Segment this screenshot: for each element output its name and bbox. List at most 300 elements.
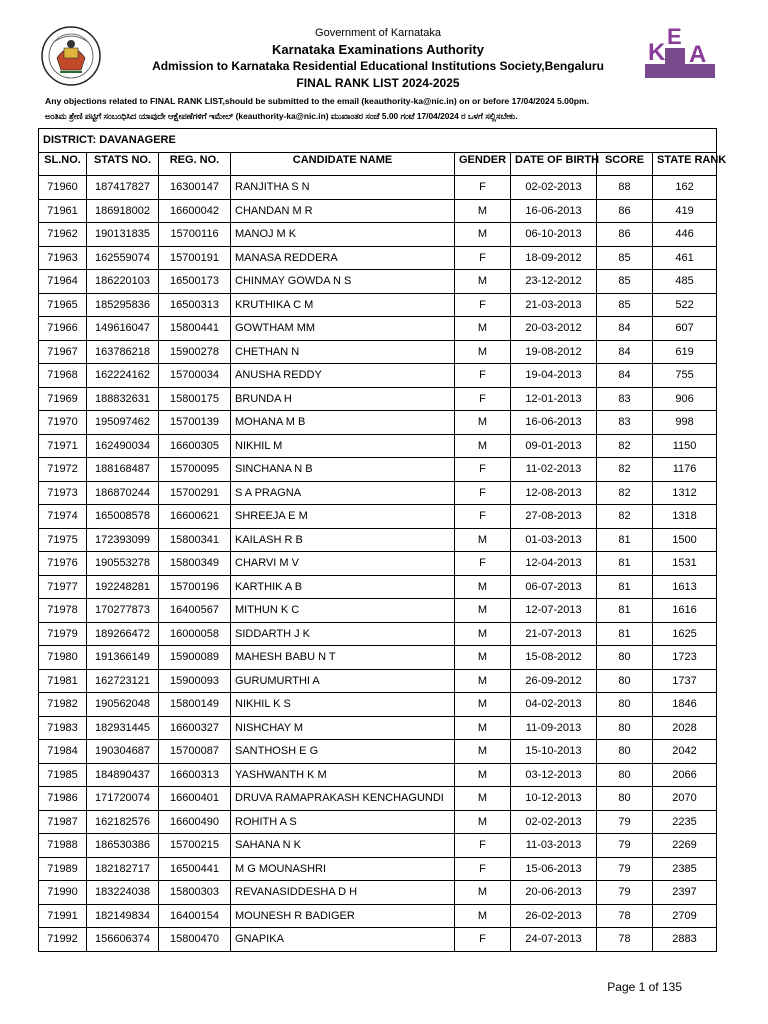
cell-stats-no: 188168487 bbox=[87, 458, 159, 482]
cell-score: 79 bbox=[597, 881, 653, 905]
cell-gender: M bbox=[455, 716, 511, 740]
cell-state-rank: 1723 bbox=[653, 646, 717, 670]
cell-date-of-birth: 06-10-2013 bbox=[511, 223, 597, 247]
cell-gender: M bbox=[455, 411, 511, 435]
cell-date-of-birth: 04-02-2013 bbox=[511, 693, 597, 717]
cell-sl-no: 71964 bbox=[39, 270, 87, 294]
cell-stats-no: 186220103 bbox=[87, 270, 159, 294]
table-row bbox=[39, 176, 717, 200]
cell-date-of-birth: 19-04-2013 bbox=[511, 364, 597, 388]
cell-date-of-birth: 15-10-2013 bbox=[511, 740, 597, 764]
cell-stats-no: 189266472 bbox=[87, 622, 159, 646]
cell-sl-no: 71988 bbox=[39, 834, 87, 858]
table-row bbox=[39, 528, 717, 552]
cell-state-rank: 619 bbox=[653, 340, 717, 364]
cell-candidate-name: MOHANA M B bbox=[231, 411, 455, 435]
cell-gender: F bbox=[455, 481, 511, 505]
table-row bbox=[39, 763, 717, 787]
cell-state-rank: 1176 bbox=[653, 458, 717, 482]
cell-score: 84 bbox=[597, 364, 653, 388]
cell-state-rank: 446 bbox=[653, 223, 717, 247]
cell-sl-no: 71973 bbox=[39, 481, 87, 505]
cell-sl-no: 71979 bbox=[39, 622, 87, 646]
cell-reg-no: 15700215 bbox=[159, 834, 231, 858]
karnataka-emblem-icon bbox=[40, 24, 102, 90]
cell-sl-no: 71969 bbox=[39, 387, 87, 411]
cell-sl-no: 71987 bbox=[39, 810, 87, 834]
cell-date-of-birth: 21-07-2013 bbox=[511, 622, 597, 646]
cell-score: 81 bbox=[597, 599, 653, 623]
cell-score: 78 bbox=[597, 928, 653, 952]
cell-state-rank: 485 bbox=[653, 270, 717, 294]
cell-stats-no: 182149834 bbox=[87, 904, 159, 928]
cell-sl-no: 71989 bbox=[39, 857, 87, 881]
cell-score: 79 bbox=[597, 857, 653, 881]
svg-text:E: E bbox=[667, 24, 682, 49]
cell-sl-no: 71986 bbox=[39, 787, 87, 811]
cell-reg-no: 16600401 bbox=[159, 787, 231, 811]
cell-gender: F bbox=[455, 387, 511, 411]
cell-gender: F bbox=[455, 364, 511, 388]
cell-date-of-birth: 18-09-2012 bbox=[511, 246, 597, 270]
col-header-sl-no: SL.NO. bbox=[39, 152, 87, 176]
cell-stats-no: 183224038 bbox=[87, 881, 159, 905]
cell-score: 78 bbox=[597, 904, 653, 928]
table-row bbox=[39, 857, 717, 881]
cell-gender: F bbox=[455, 505, 511, 529]
col-header-state-rank: STATE RANK bbox=[653, 152, 717, 176]
cell-candidate-name: BRUNDA H bbox=[231, 387, 455, 411]
cell-stats-no: 172393099 bbox=[87, 528, 159, 552]
cell-reg-no: 16500441 bbox=[159, 857, 231, 881]
table-row bbox=[39, 599, 717, 623]
cell-date-of-birth: 15-08-2012 bbox=[511, 646, 597, 670]
cell-stats-no: 192248281 bbox=[87, 575, 159, 599]
cell-sl-no: 71961 bbox=[39, 199, 87, 223]
cell-gender: M bbox=[455, 646, 511, 670]
table-row bbox=[39, 904, 717, 928]
cell-stats-no: 186918002 bbox=[87, 199, 159, 223]
cell-stats-no: 162182576 bbox=[87, 810, 159, 834]
cell-candidate-name: MITHUN K C bbox=[231, 599, 455, 623]
cell-candidate-name: NISHCHAY M bbox=[231, 716, 455, 740]
cell-gender: M bbox=[455, 575, 511, 599]
cell-candidate-name: KRUTHIKA C M bbox=[231, 293, 455, 317]
table-row bbox=[39, 411, 717, 435]
cell-reg-no: 15700095 bbox=[159, 458, 231, 482]
cell-gender: M bbox=[455, 669, 511, 693]
cell-gender: M bbox=[455, 763, 511, 787]
cell-reg-no: 16600621 bbox=[159, 505, 231, 529]
cell-reg-no: 15700087 bbox=[159, 740, 231, 764]
cell-date-of-birth: 12-08-2013 bbox=[511, 481, 597, 505]
cell-reg-no: 16600327 bbox=[159, 716, 231, 740]
cell-gender: M bbox=[455, 881, 511, 905]
cell-gender: M bbox=[455, 270, 511, 294]
cell-sl-no: 71991 bbox=[39, 904, 87, 928]
cell-score: 80 bbox=[597, 787, 653, 811]
cell-candidate-name: SAHANA N K bbox=[231, 834, 455, 858]
cell-state-rank: 2235 bbox=[653, 810, 717, 834]
cell-sl-no: 71962 bbox=[39, 223, 87, 247]
cell-reg-no: 15800175 bbox=[159, 387, 231, 411]
cell-date-of-birth: 23-12-2012 bbox=[511, 270, 597, 294]
objection-notice-english: Any objections related to FINAL RANK LIST,should be submitted to the email (keauthority-ka@nic.in) on or before 17/04/2024 5.00pm. bbox=[45, 96, 589, 106]
cell-score: 82 bbox=[597, 505, 653, 529]
cell-state-rank: 2070 bbox=[653, 787, 717, 811]
cell-reg-no: 16600490 bbox=[159, 810, 231, 834]
table-row bbox=[39, 716, 717, 740]
kea-logo-icon bbox=[645, 24, 715, 78]
cell-gender: F bbox=[455, 857, 511, 881]
table-row bbox=[39, 575, 717, 599]
cell-state-rank: 162 bbox=[653, 176, 717, 200]
table-row bbox=[39, 434, 717, 458]
authority-title: Karnataka Examinations Authority bbox=[272, 42, 484, 57]
svg-text:A: A bbox=[689, 41, 707, 68]
cell-score: 81 bbox=[597, 575, 653, 599]
cell-gender: M bbox=[455, 599, 511, 623]
cell-reg-no: 15700191 bbox=[159, 246, 231, 270]
table-row bbox=[39, 834, 717, 858]
col-header-stats-no: STATS NO. bbox=[87, 152, 159, 176]
table-row bbox=[39, 317, 717, 341]
cell-stats-no: 162224162 bbox=[87, 364, 159, 388]
cell-reg-no: 15700139 bbox=[159, 411, 231, 435]
cell-reg-no: 15700291 bbox=[159, 481, 231, 505]
cell-state-rank: 1846 bbox=[653, 693, 717, 717]
cell-reg-no: 16000058 bbox=[159, 622, 231, 646]
cell-date-of-birth: 16-06-2013 bbox=[511, 411, 597, 435]
cell-sl-no: 71971 bbox=[39, 434, 87, 458]
cell-score: 82 bbox=[597, 481, 653, 505]
table-row bbox=[39, 622, 717, 646]
cell-date-of-birth: 03-12-2013 bbox=[511, 763, 597, 787]
col-header-gender: GENDER bbox=[455, 152, 511, 176]
objection-notice-kannada: ಅಂತಿಮ ಶ್ರೇಣಿ ಪಟ್ಟಿಗೆ ಸಂಬಂಧಿಸಿದ ಯಾವುದೇ ಆಕ್ಷೇಪಣೆಗಳಿಗೆ ಇಮೇಲ್ (keauthority-ka@nic.in) ಮುಖಾಂತರ ಸಂಜೆ 5.00 ಗಂಟೆ 17/04/2024 ರ ಒಳಗೆ ಸಲ್ಲಿಸಬೇಕು. bbox=[45, 111, 518, 121]
cell-gender: F bbox=[455, 458, 511, 482]
table-row bbox=[39, 223, 717, 247]
cell-state-rank: 2385 bbox=[653, 857, 717, 881]
cell-reg-no: 15900089 bbox=[159, 646, 231, 670]
cell-candidate-name: GOWTHAM MM bbox=[231, 317, 455, 341]
cell-gender: F bbox=[455, 176, 511, 200]
cell-gender: M bbox=[455, 528, 511, 552]
cell-gender: M bbox=[455, 223, 511, 247]
cell-stats-no: 182182717 bbox=[87, 857, 159, 881]
cell-reg-no: 16300147 bbox=[159, 176, 231, 200]
cell-candidate-name: SINCHANA N B bbox=[231, 458, 455, 482]
cell-gender: M bbox=[455, 810, 511, 834]
cell-sl-no: 71970 bbox=[39, 411, 87, 435]
cell-candidate-name: ANUSHA REDDY bbox=[231, 364, 455, 388]
cell-candidate-name: CHETHAN N bbox=[231, 340, 455, 364]
cell-sl-no: 71967 bbox=[39, 340, 87, 364]
cell-gender: M bbox=[455, 904, 511, 928]
cell-score: 86 bbox=[597, 199, 653, 223]
cell-reg-no: 16600042 bbox=[159, 199, 231, 223]
table-row bbox=[39, 364, 717, 388]
rank-list-title: FINAL RANK LIST 2024-2025 bbox=[296, 76, 460, 90]
cell-score: 80 bbox=[597, 646, 653, 670]
cell-stats-no: 165008578 bbox=[87, 505, 159, 529]
cell-score: 81 bbox=[597, 622, 653, 646]
table-header-row bbox=[39, 152, 717, 176]
cell-sl-no: 71966 bbox=[39, 317, 87, 341]
cell-sl-no: 71982 bbox=[39, 693, 87, 717]
cell-sl-no: 71963 bbox=[39, 246, 87, 270]
cell-candidate-name: NIKHIL M bbox=[231, 434, 455, 458]
cell-reg-no: 15700116 bbox=[159, 223, 231, 247]
cell-stats-no: 149616047 bbox=[87, 317, 159, 341]
cell-stats-no: 195097462 bbox=[87, 411, 159, 435]
cell-stats-no: 186870244 bbox=[87, 481, 159, 505]
cell-stats-no: 188832631 bbox=[87, 387, 159, 411]
cell-state-rank: 998 bbox=[653, 411, 717, 435]
cell-candidate-name: MANASA REDDERA bbox=[231, 246, 455, 270]
cell-gender: M bbox=[455, 434, 511, 458]
cell-date-of-birth: 20-06-2013 bbox=[511, 881, 597, 905]
cell-candidate-name: SHREEJA E M bbox=[231, 505, 455, 529]
cell-reg-no: 16400154 bbox=[159, 904, 231, 928]
cell-score: 79 bbox=[597, 834, 653, 858]
cell-score: 84 bbox=[597, 340, 653, 364]
cell-candidate-name: KARTHIK A B bbox=[231, 575, 455, 599]
cell-state-rank: 419 bbox=[653, 199, 717, 223]
district-label: DISTRICT: DAVANAGERE bbox=[39, 129, 717, 153]
table-row bbox=[39, 552, 717, 576]
col-header-reg-no: REG. NO. bbox=[159, 152, 231, 176]
cell-score: 80 bbox=[597, 763, 653, 787]
cell-state-rank: 2042 bbox=[653, 740, 717, 764]
cell-gender: M bbox=[455, 740, 511, 764]
cell-reg-no: 15700034 bbox=[159, 364, 231, 388]
table-row bbox=[39, 928, 717, 952]
cell-score: 81 bbox=[597, 552, 653, 576]
rank-list-table bbox=[38, 128, 727, 952]
svg-text:K: K bbox=[648, 39, 666, 66]
cell-score: 85 bbox=[597, 293, 653, 317]
cell-date-of-birth: 21-03-2013 bbox=[511, 293, 597, 317]
cell-date-of-birth: 12-01-2013 bbox=[511, 387, 597, 411]
cell-sl-no: 71965 bbox=[39, 293, 87, 317]
cell-gender: F bbox=[455, 928, 511, 952]
cell-sl-no: 71977 bbox=[39, 575, 87, 599]
cell-score: 83 bbox=[597, 411, 653, 435]
cell-reg-no: 15800149 bbox=[159, 693, 231, 717]
cell-reg-no: 16500173 bbox=[159, 270, 231, 294]
cell-candidate-name: SIDDARTH J K bbox=[231, 622, 455, 646]
cell-state-rank: 2066 bbox=[653, 763, 717, 787]
cell-state-rank: 1500 bbox=[653, 528, 717, 552]
cell-stats-no: 163786218 bbox=[87, 340, 159, 364]
page-number: Page 1 of 135 bbox=[607, 980, 682, 994]
cell-date-of-birth: 26-09-2012 bbox=[511, 669, 597, 693]
table-row bbox=[39, 810, 717, 834]
cell-score: 80 bbox=[597, 716, 653, 740]
cell-reg-no: 15800349 bbox=[159, 552, 231, 576]
table-row bbox=[39, 646, 717, 670]
cell-date-of-birth: 09-01-2013 bbox=[511, 434, 597, 458]
table-row bbox=[39, 693, 717, 717]
cell-candidate-name: S A PRAGNA bbox=[231, 481, 455, 505]
cell-gender: F bbox=[455, 293, 511, 317]
cell-stats-no: 171720074 bbox=[87, 787, 159, 811]
cell-candidate-name: MANOJ M K bbox=[231, 223, 455, 247]
cell-date-of-birth: 27-08-2013 bbox=[511, 505, 597, 529]
cell-sl-no: 71974 bbox=[39, 505, 87, 529]
cell-reg-no: 15700196 bbox=[159, 575, 231, 599]
cell-gender: M bbox=[455, 317, 511, 341]
cell-state-rank: 1150 bbox=[653, 434, 717, 458]
table-row bbox=[39, 246, 717, 270]
cell-date-of-birth: 12-07-2013 bbox=[511, 599, 597, 623]
cell-reg-no: 15800441 bbox=[159, 317, 231, 341]
cell-score: 85 bbox=[597, 270, 653, 294]
cell-sl-no: 71992 bbox=[39, 928, 87, 952]
cell-reg-no: 15800303 bbox=[159, 881, 231, 905]
col-header-score: SCORE bbox=[597, 152, 653, 176]
cell-candidate-name: KAILASH R B bbox=[231, 528, 455, 552]
government-title: Government of Karnataka bbox=[315, 27, 441, 39]
cell-stats-no: 190553278 bbox=[87, 552, 159, 576]
cell-state-rank: 2028 bbox=[653, 716, 717, 740]
cell-gender: M bbox=[455, 787, 511, 811]
cell-score: 80 bbox=[597, 693, 653, 717]
cell-date-of-birth: 24-07-2013 bbox=[511, 928, 597, 952]
cell-candidate-name: MOUNESH R BADIGER bbox=[231, 904, 455, 928]
cell-sl-no: 71990 bbox=[39, 881, 87, 905]
table-row bbox=[39, 293, 717, 317]
cell-stats-no: 162723121 bbox=[87, 669, 159, 693]
cell-stats-no: 187417827 bbox=[87, 176, 159, 200]
cell-stats-no: 190562048 bbox=[87, 693, 159, 717]
cell-reg-no: 16600313 bbox=[159, 763, 231, 787]
cell-stats-no: 156606374 bbox=[87, 928, 159, 952]
cell-gender: F bbox=[455, 552, 511, 576]
table-row bbox=[39, 387, 717, 411]
cell-gender: F bbox=[455, 834, 511, 858]
table-row bbox=[39, 270, 717, 294]
cell-stats-no: 184890437 bbox=[87, 763, 159, 787]
cell-date-of-birth: 02-02-2013 bbox=[511, 176, 597, 200]
cell-stats-no: 162490034 bbox=[87, 434, 159, 458]
cell-candidate-name: CHANDAN M R bbox=[231, 199, 455, 223]
table-row bbox=[39, 505, 717, 529]
cell-score: 88 bbox=[597, 176, 653, 200]
cell-candidate-name: ROHITH A S bbox=[231, 810, 455, 834]
cell-stats-no: 190304687 bbox=[87, 740, 159, 764]
cell-candidate-name: SANTHOSH E G bbox=[231, 740, 455, 764]
cell-date-of-birth: 10-12-2013 bbox=[511, 787, 597, 811]
cell-state-rank: 1312 bbox=[653, 481, 717, 505]
cell-candidate-name: CHARVI M V bbox=[231, 552, 455, 576]
table-row bbox=[39, 740, 717, 764]
table-row bbox=[39, 481, 717, 505]
cell-date-of-birth: 11-03-2013 bbox=[511, 834, 597, 858]
cell-sl-no: 71978 bbox=[39, 599, 87, 623]
table-row bbox=[39, 669, 717, 693]
cell-score: 83 bbox=[597, 387, 653, 411]
cell-date-of-birth: 20-03-2012 bbox=[511, 317, 597, 341]
cell-date-of-birth: 19-08-2012 bbox=[511, 340, 597, 364]
cell-reg-no: 16600305 bbox=[159, 434, 231, 458]
cell-date-of-birth: 11-09-2013 bbox=[511, 716, 597, 740]
cell-state-rank: 1318 bbox=[653, 505, 717, 529]
cell-sl-no: 71975 bbox=[39, 528, 87, 552]
cell-state-rank: 1616 bbox=[653, 599, 717, 623]
cell-candidate-name: GURUMURTHI A bbox=[231, 669, 455, 693]
col-header-candidate-name: CANDIDATE NAME bbox=[231, 152, 455, 176]
cell-candidate-name: RANJITHA S N bbox=[231, 176, 455, 200]
table-row bbox=[39, 340, 717, 364]
cell-stats-no: 190131835 bbox=[87, 223, 159, 247]
cell-state-rank: 906 bbox=[653, 387, 717, 411]
cell-state-rank: 1613 bbox=[653, 575, 717, 599]
cell-stats-no: 185295836 bbox=[87, 293, 159, 317]
cell-reg-no: 15900278 bbox=[159, 340, 231, 364]
cell-sl-no: 71985 bbox=[39, 763, 87, 787]
cell-score: 85 bbox=[597, 246, 653, 270]
cell-date-of-birth: 06-07-2013 bbox=[511, 575, 597, 599]
cell-gender: M bbox=[455, 199, 511, 223]
cell-state-rank: 2269 bbox=[653, 834, 717, 858]
col-header-date-of-birth: DATE OF BIRTH bbox=[511, 152, 597, 176]
cell-score: 79 bbox=[597, 810, 653, 834]
cell-date-of-birth: 02-02-2013 bbox=[511, 810, 597, 834]
cell-score: 80 bbox=[597, 669, 653, 693]
cell-date-of-birth: 16-06-2013 bbox=[511, 199, 597, 223]
cell-state-rank: 1625 bbox=[653, 622, 717, 646]
cell-reg-no: 16400567 bbox=[159, 599, 231, 623]
rank-rows bbox=[39, 176, 717, 952]
cell-score: 82 bbox=[597, 458, 653, 482]
cell-state-rank: 2709 bbox=[653, 904, 717, 928]
cell-stats-no: 186530386 bbox=[87, 834, 159, 858]
cell-candidate-name: CHINMAY GOWDA N S bbox=[231, 270, 455, 294]
cell-reg-no: 15800341 bbox=[159, 528, 231, 552]
cell-state-rank: 1531 bbox=[653, 552, 717, 576]
cell-sl-no: 71968 bbox=[39, 364, 87, 388]
cell-candidate-name: YASHWANTH K M bbox=[231, 763, 455, 787]
cell-score: 81 bbox=[597, 528, 653, 552]
cell-state-rank: 522 bbox=[653, 293, 717, 317]
table-row bbox=[39, 458, 717, 482]
table-row bbox=[39, 787, 717, 811]
district-row bbox=[39, 129, 717, 153]
cell-date-of-birth: 26-02-2013 bbox=[511, 904, 597, 928]
cell-reg-no: 16500313 bbox=[159, 293, 231, 317]
cell-gender: M bbox=[455, 340, 511, 364]
table-row bbox=[39, 199, 717, 223]
cell-sl-no: 71976 bbox=[39, 552, 87, 576]
cell-sl-no: 71981 bbox=[39, 669, 87, 693]
cell-state-rank: 2883 bbox=[653, 928, 717, 952]
cell-sl-no: 71972 bbox=[39, 458, 87, 482]
cell-gender: F bbox=[455, 246, 511, 270]
cell-sl-no: 71960 bbox=[39, 176, 87, 200]
cell-state-rank: 607 bbox=[653, 317, 717, 341]
cell-sl-no: 71984 bbox=[39, 740, 87, 764]
cell-sl-no: 71980 bbox=[39, 646, 87, 670]
cell-candidate-name: M G MOUNASHRI bbox=[231, 857, 455, 881]
cell-date-of-birth: 11-02-2013 bbox=[511, 458, 597, 482]
cell-reg-no: 15900093 bbox=[159, 669, 231, 693]
cell-date-of-birth: 15-06-2013 bbox=[511, 857, 597, 881]
cell-state-rank: 1737 bbox=[653, 669, 717, 693]
cell-date-of-birth: 01-03-2013 bbox=[511, 528, 597, 552]
cell-candidate-name: MAHESH BABU N T bbox=[231, 646, 455, 670]
